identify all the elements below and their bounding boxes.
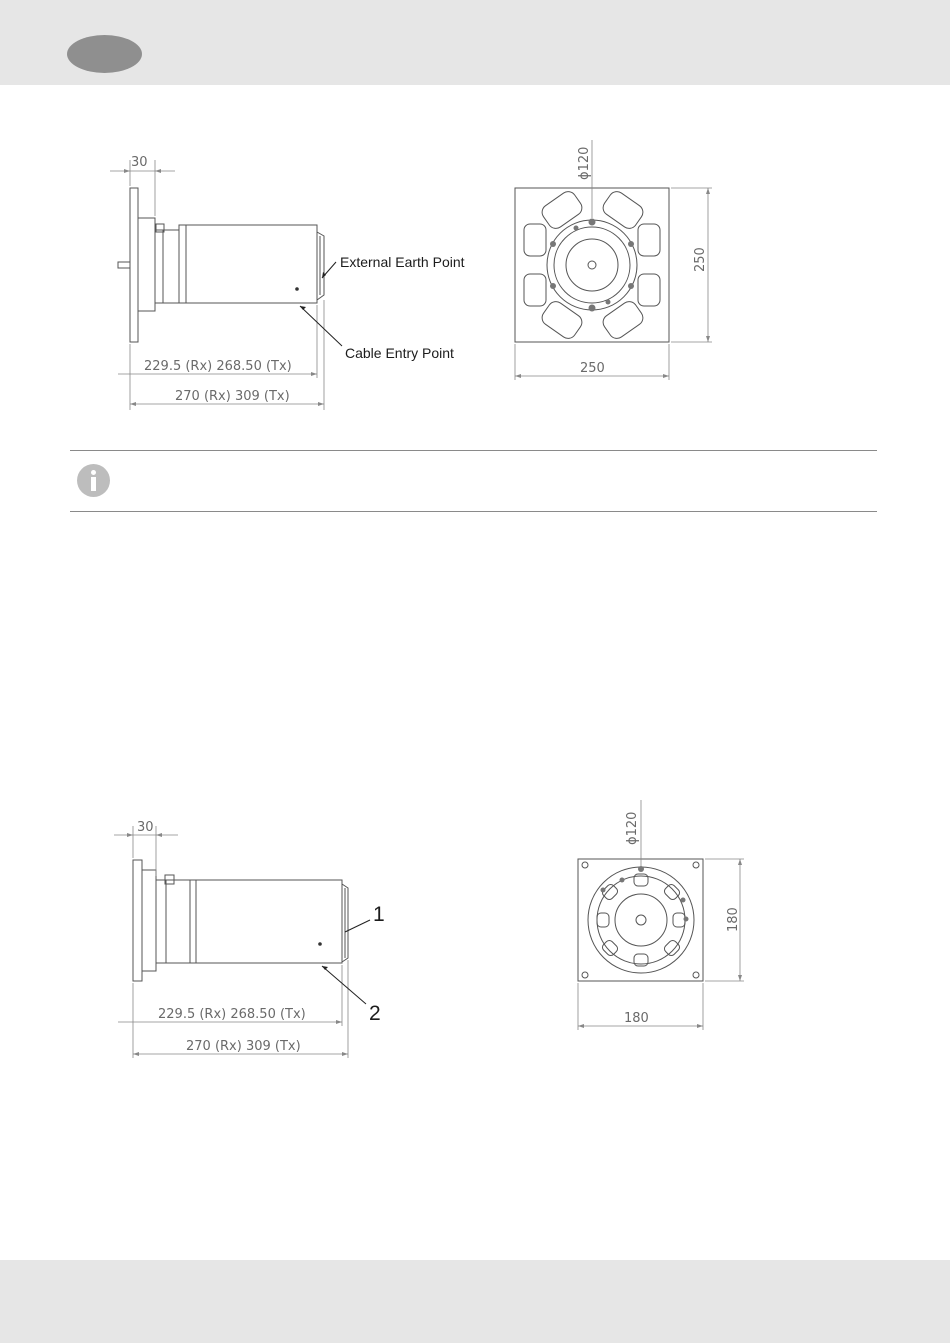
side-large-body-dim: 229.5 (Rx) 268.50 (Tx) [144, 359, 292, 374]
external-earth-point-label: External Earth Point [340, 254, 465, 270]
front-large-height-dim: 250 [693, 247, 708, 272]
front-small-height-dim: 180 [726, 907, 741, 932]
front-large-width-dim: 250 [580, 361, 605, 376]
side-small-body-dim: 229.5 (Rx) 268.50 (Tx) [158, 1007, 306, 1022]
side-large-flange-dim: 30 [131, 155, 148, 170]
page-footer-band [0, 1260, 950, 1343]
side-small-overall-dim: 270 (Rx) 309 (Tx) [186, 1039, 301, 1054]
front-small-width-dim: 180 [624, 1011, 649, 1026]
callout-number-1: 1 [373, 903, 385, 926]
side-small-flange-dim: 30 [137, 820, 154, 835]
front-large-diameter-dim: ϕ120 [577, 146, 592, 180]
callout-number-2: 2 [369, 1002, 381, 1025]
side-large-overall-dim: 270 (Rx) 309 (Tx) [175, 389, 290, 404]
front-small-diameter-dim: ϕ120 [625, 811, 640, 845]
cable-entry-point-label: Cable Entry Point [345, 345, 454, 361]
